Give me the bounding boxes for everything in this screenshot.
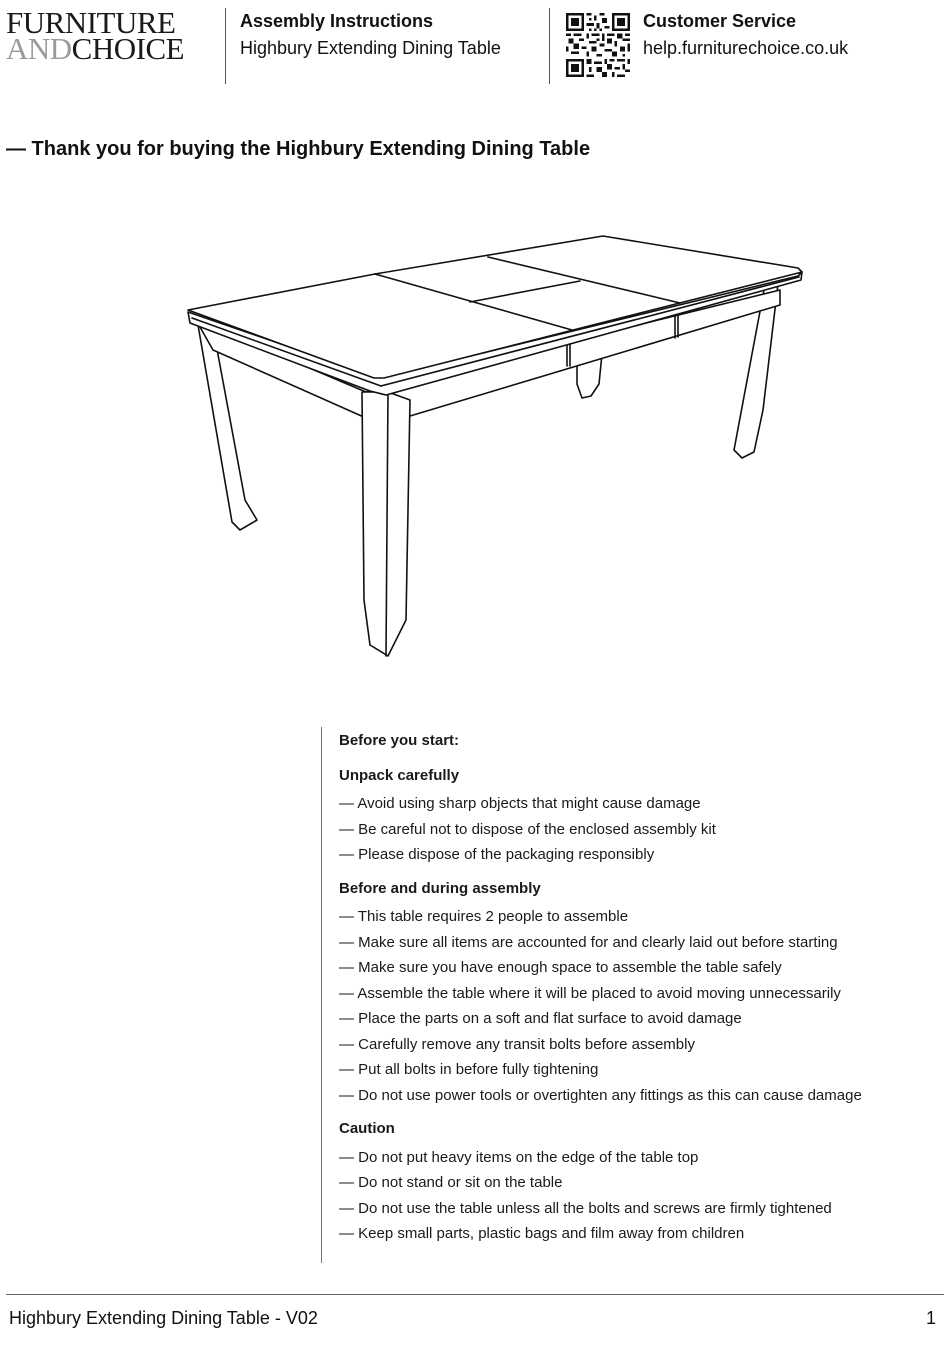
list-item: — This table requires 2 people to assemble	[339, 908, 629, 925]
thank-you-heading: — Thank you for buying the Highbury Extending Dining Table	[6, 138, 591, 160]
footer-divider	[6, 1294, 944, 1295]
before-you-start-notes	[339, 728, 939, 1255]
list-item: — Place the parts on a soft and flat surface to avoid damage	[339, 1010, 742, 1027]
customer-service-link[interactable]: help.furniturechoice.co.uk	[643, 38, 849, 58]
list-item: — Assemble the table where it will be placed to avoid moving unnecessarily	[339, 984, 841, 1002]
customer-service-title: Customer Service	[643, 11, 797, 31]
list-item: — Make sure all items are accounted for and clearly laid out before starting	[339, 933, 838, 951]
logo-choice-text: CHOICE	[71, 31, 185, 66]
section-title-caution: Caution	[339, 1120, 395, 1137]
assembly-list	[339, 904, 939, 1108]
list-item: — Do not use the table unless all the bolts and screws are firmly tightened	[339, 1199, 832, 1217]
list-item: — Be careful not to dispose of the enclosed assembly kit	[339, 820, 716, 838]
list-item: — Carefully remove any transit bolts before assembly	[339, 1035, 695, 1053]
list-item: — Do not use power tools or overtighten any fittings as this can cause damage	[339, 1086, 862, 1104]
section-title-assembly: Before and during assembly	[339, 879, 541, 897]
page-number: 1	[925, 1308, 936, 1328]
qr-code-icon[interactable]	[566, 13, 630, 77]
section-title-unpack: Unpack carefully	[339, 766, 460, 784]
footer-document-id: Highbury Extending Dining Table - V02	[9, 1308, 318, 1328]
header-divider	[549, 8, 550, 84]
list-item: — Avoid using sharp objects that might cause damage	[339, 795, 701, 812]
logo-and-text: AND	[6, 31, 72, 66]
before-you-start-heading: Before you start:	[339, 732, 460, 749]
logo-text-line2	[6, 31, 206, 66]
list-item: — Put all bolts in before fully tightening	[339, 1061, 599, 1078]
extending-dining-table-illustration	[180, 228, 810, 668]
header-divider	[225, 8, 226, 84]
list-item: — Do not stand or sit on the table	[339, 1174, 563, 1191]
document-title: Assembly Instructions	[240, 11, 434, 31]
brand-logo	[6, 5, 206, 66]
list-item: — Please dispose of the packaging responsibly	[339, 846, 655, 863]
product-name: Highbury Extending Dining Table	[240, 38, 501, 58]
unpack-list	[339, 791, 939, 868]
notes-accent-bar	[321, 727, 322, 1263]
caution-list	[339, 1145, 939, 1247]
logo-text-line1: FURNITURE	[6, 5, 176, 40]
list-item: — Keep small parts, plastic bags and film away from children	[339, 1225, 745, 1242]
list-item: — Do not put heavy items on the edge of the table top	[339, 1148, 699, 1166]
list-item: — Make sure you have enough space to assemble the table safely	[339, 959, 782, 976]
